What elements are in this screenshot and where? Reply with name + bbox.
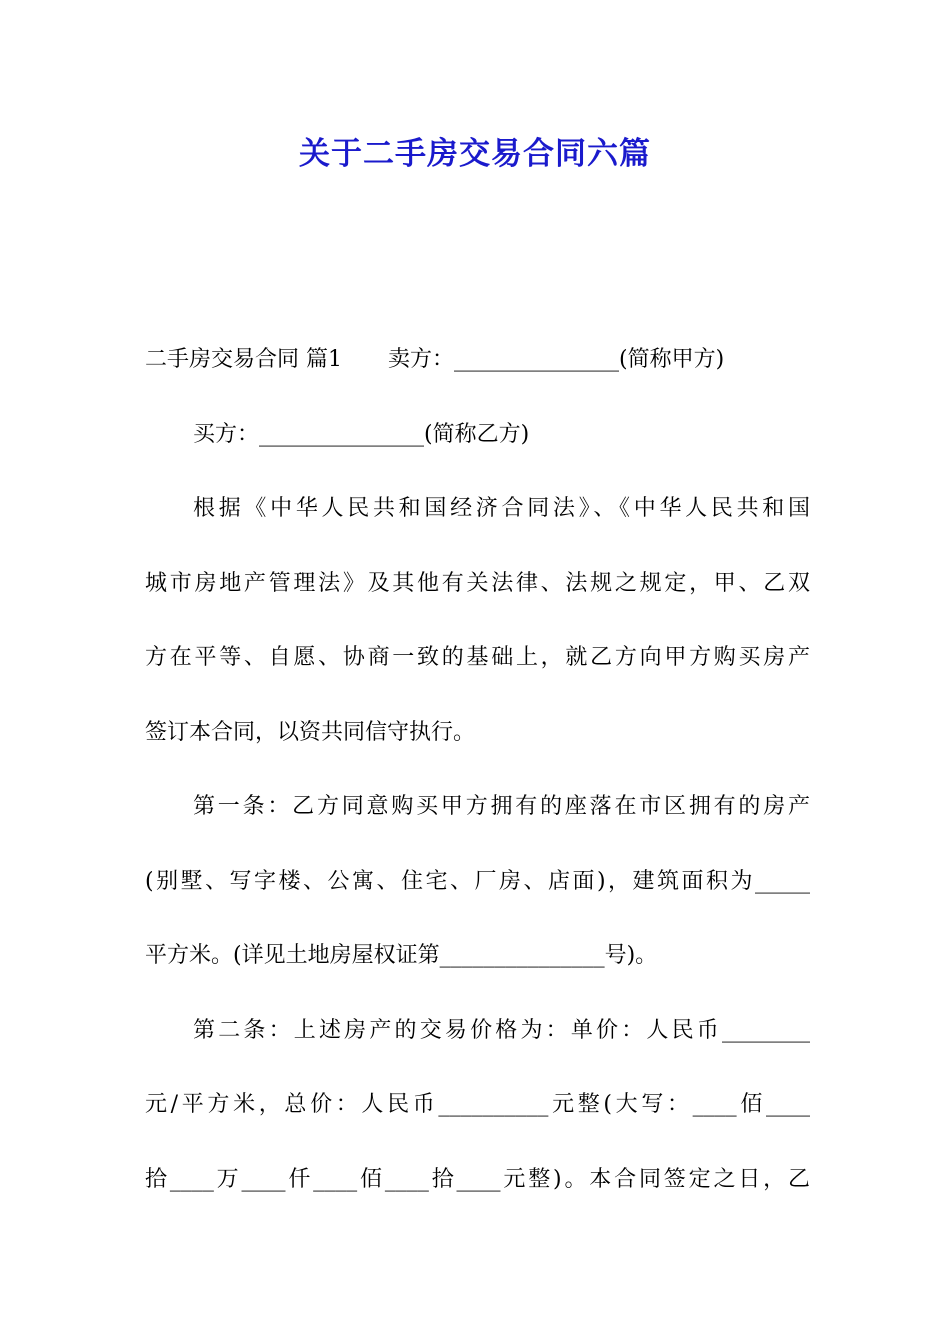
seller-line: 卖方：_______________(简称甲方)	[388, 347, 725, 372]
text-line-1	[145, 337, 810, 412]
text-line-3: 根据《中华人民共和国经济合同法》、《中华人民共和国	[193, 496, 810, 521]
text-line-8: (别墅、写字楼、公寓、住宅、厂房、店面)，建筑面积为_____	[145, 868, 810, 894]
section-heading: 二手房交易合同 篇1	[145, 347, 342, 372]
text-line-4: 城市房地产管理法》及其他有关法律、法规之规定，甲、乙双	[145, 570, 810, 596]
text-line-6: 签订本合同，以资共同信守执行。	[145, 719, 476, 745]
text-line-10: 第二条：上述房产的交易价格为：单价：人民币________	[193, 1017, 810, 1043]
text-line-9: 平方米。(详见土地房屋权证第_______________号)。	[145, 943, 658, 968]
text-line-12: 拾____万____仟____佰____拾____元整)。本合同签定之日，乙	[145, 1166, 810, 1192]
text-line-5: 方在平等、自愿、协商一致的基础上，就乙方向甲方购买房产	[145, 645, 810, 670]
document-body	[145, 337, 810, 1231]
document-title: 关于二手房交易合同六篇	[299, 136, 651, 172]
text-line-7: 第一条：乙方同意购买甲方拥有的座落在市区拥有的房产	[193, 794, 810, 819]
text-line-11: 元/平方米，总价：人民币__________元整(大写：____佰____	[145, 1092, 810, 1117]
text-line-2: 买方：_______________(简称乙方)	[193, 421, 530, 447]
